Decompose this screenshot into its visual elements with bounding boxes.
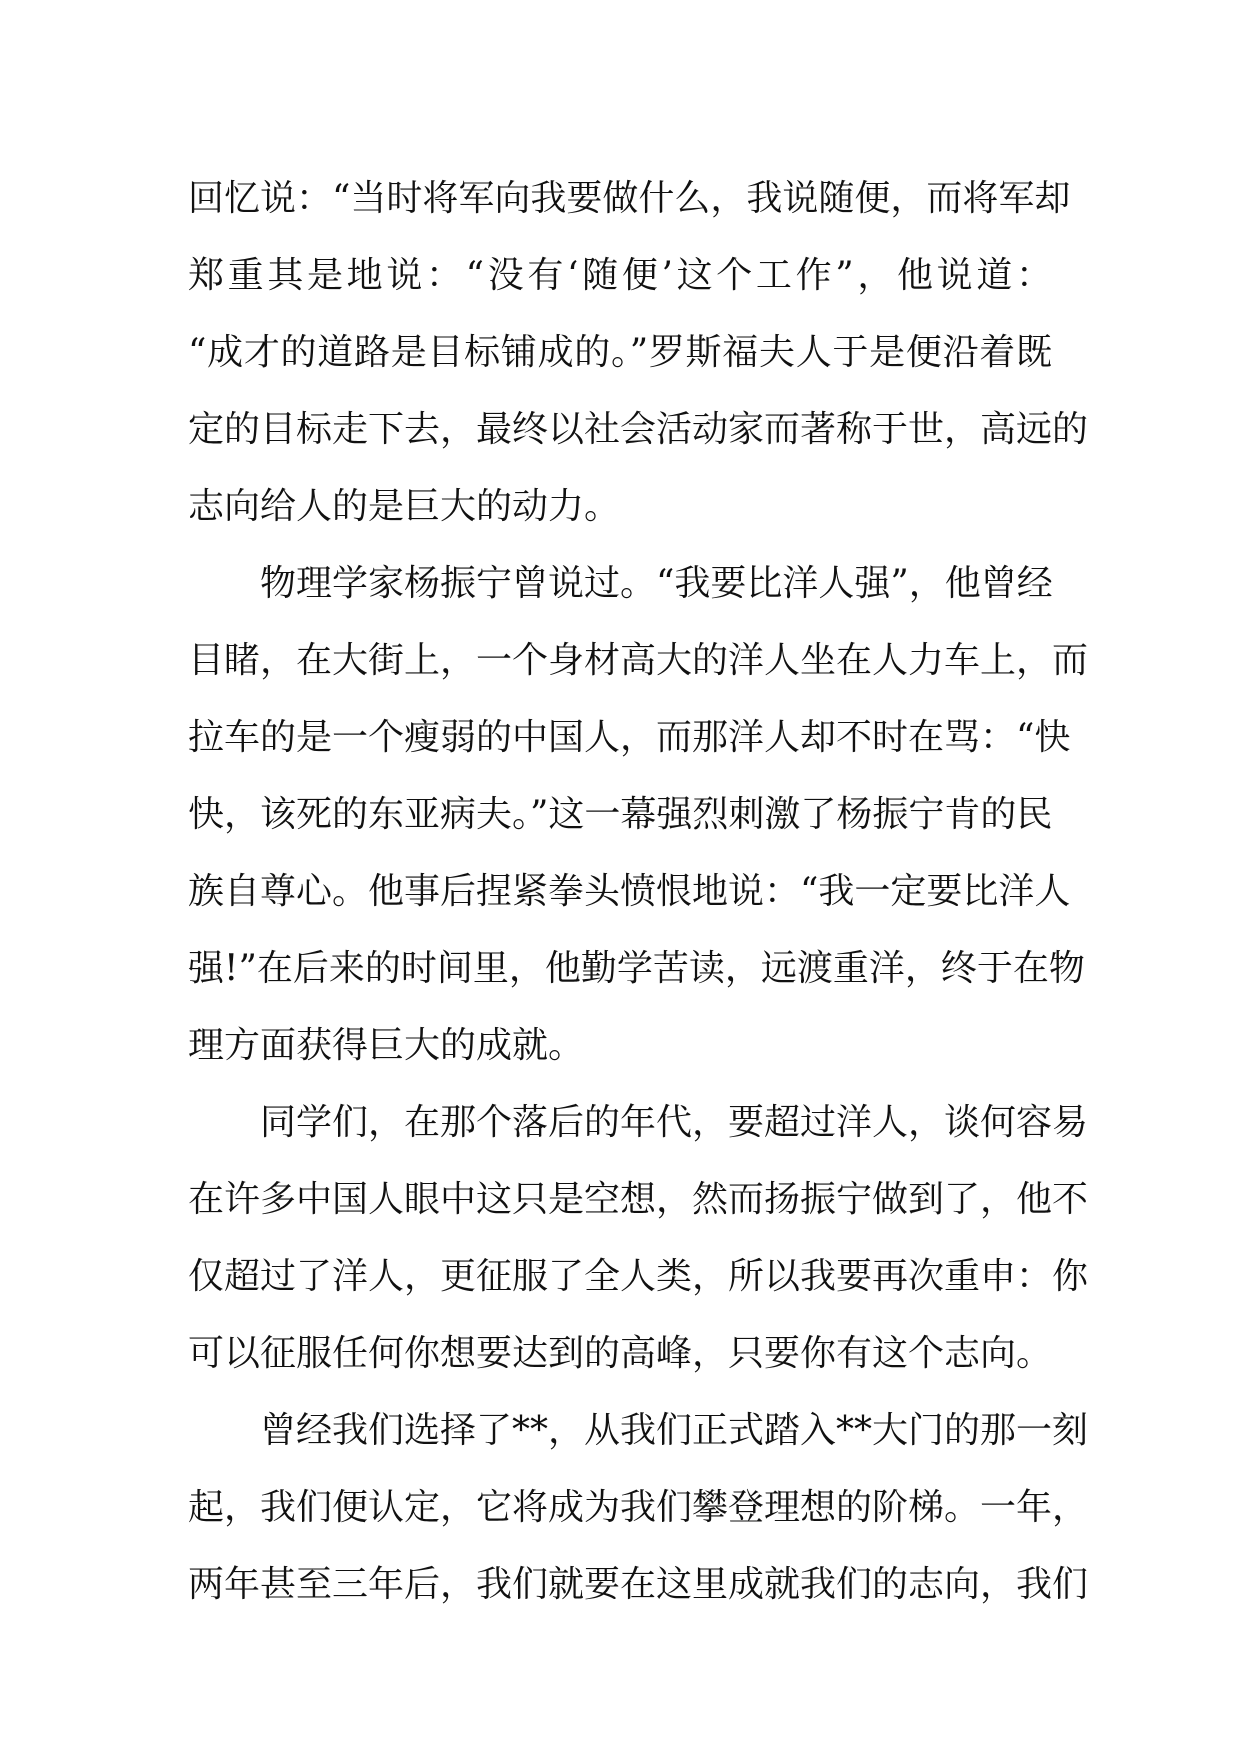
- paragraph-first-line: 物理学家杨振宁曾说过。“我要比洋人强”，他曾经: [260, 563, 1053, 604]
- text-line: 志向给人的是巨大的动力。: [188, 486, 621, 527]
- text-line: 目睹，在大街上，一个身材高大的洋人坐在人力车上，而: [188, 640, 1089, 681]
- text-line: 仅超过了洋人，更征服了全人类，所以我要再次重申：你: [188, 1256, 1089, 1297]
- text-line: 族自尊心。他事后捏紧拳头愤恨地说：“我一定要比洋人: [188, 871, 1071, 912]
- text-line: 两年甚至三年后，我们就要在这里成就我们的志向，我们: [188, 1564, 1089, 1605]
- text-line: 可以征服任何你想要达到的高峰，只要你有这个志向。: [188, 1333, 1053, 1374]
- text-line: 定的目标走下去，最终以社会活动家而著称于世，高远的: [188, 409, 1089, 450]
- text-line: 郑重其是地说：“没有‘随便’这个工作”，他说道：: [188, 255, 1052, 296]
- text-line: 在许多中国人眼中这只是空想，然而扬振宁做到了，他不: [188, 1179, 1089, 1220]
- text-line: 强!”在后来的时间里，他勤学苦读，远渡重洋，终于在物: [188, 948, 1085, 989]
- document-body: [188, 160, 1089, 1623]
- paragraph-first-line: 同学们，在那个落后的年代，要超过洋人，谈何容易: [260, 1102, 1089, 1143]
- text-line: 起，我们便认定，它将成为我们攀登理想的阶梯。一年，: [188, 1487, 1089, 1528]
- text-line: 拉车的是一个瘦弱的中国人，而那洋人却不时在骂：“快: [188, 717, 1071, 758]
- text-line: 理方面获得巨大的成就。: [188, 1025, 585, 1066]
- text-line: 回忆说：“当时将军向我要做什么，我说随便，而将军却: [188, 178, 1071, 219]
- paragraph-first-line: 曾经我们选择了**，从我们正式踏入**大门的那一刻: [260, 1410, 1089, 1451]
- text-line: “成才的道路是目标铺成的。”罗斯福夫人于是便沿着既: [188, 332, 1052, 373]
- text-line: 快，该死的东亚病夫。”这一幕强烈刺激了杨振宁肯的民: [188, 794, 1053, 835]
